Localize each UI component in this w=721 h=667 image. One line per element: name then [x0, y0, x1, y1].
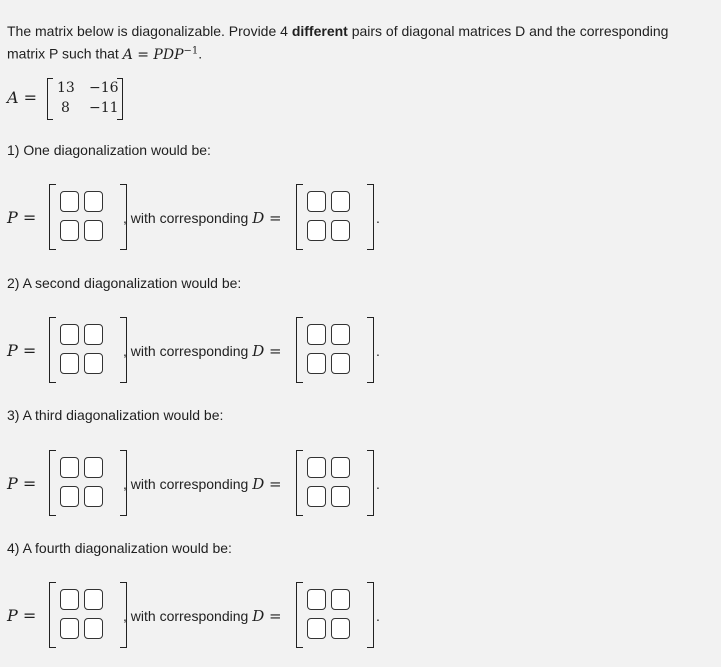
- question-4-prompt: 4) A fourth diagonalization would be:: [7, 540, 232, 556]
- answer-row-3: [7, 450, 707, 520]
- p-matrix-1: [49, 184, 127, 250]
- d-label: D =: [252, 475, 282, 493]
- p-label: P =: [7, 474, 37, 493]
- question-1-prompt: 1) One diagonalization would be:: [7, 142, 211, 158]
- p1-input-22[interactable]: [84, 220, 103, 241]
- question-2-prompt: 2) A second diagonalization would be:: [7, 275, 242, 291]
- question-3-prompt: 3) A third diagonalization would be:: [7, 407, 224, 423]
- d3-input-21[interactable]: [307, 486, 326, 507]
- d-matrix-3: [296, 450, 374, 516]
- d3-input-11[interactable]: [307, 457, 326, 478]
- bracket-right: [367, 450, 374, 516]
- with-corresponding-text: , with corresponding D =: [123, 342, 282, 360]
- bracket-left: [296, 582, 303, 648]
- d1-input-12[interactable]: [331, 191, 350, 212]
- statement-line-2: matrix P such that $A = PDP^{-1}$.: [7, 45, 203, 63]
- p-matrix-3: [49, 450, 127, 516]
- d-matrix-4: [296, 582, 374, 648]
- d4-input-11[interactable]: [307, 589, 326, 610]
- d2-input-22[interactable]: [331, 353, 350, 374]
- period: .: [376, 343, 380, 359]
- period: .: [376, 210, 380, 226]
- p-matrix-2: [49, 317, 127, 383]
- p3-input-12[interactable]: [84, 457, 103, 478]
- answer-row-2: [7, 317, 707, 387]
- equation-a-pdp: $A = PDP^{-1}$: [122, 45, 199, 63]
- bracket-left: [296, 184, 303, 250]
- d1-input-21[interactable]: [307, 220, 326, 241]
- answer-row-1: [7, 184, 707, 254]
- matrix-a-right-bracket: [117, 78, 123, 120]
- d2-input-21[interactable]: [307, 353, 326, 374]
- bracket-left: [49, 184, 56, 250]
- d-matrix-2: [296, 317, 374, 383]
- d-label: D =: [252, 342, 282, 360]
- d4-input-21[interactable]: [307, 618, 326, 639]
- p4-input-21[interactable]: [60, 618, 79, 639]
- p3-input-11[interactable]: [60, 457, 79, 478]
- d2-input-11[interactable]: [307, 324, 326, 345]
- d3-input-22[interactable]: [331, 486, 350, 507]
- matrix-a-cell-12: −16: [89, 80, 119, 96]
- emphasis-different: different: [291, 23, 348, 39]
- d4-input-12[interactable]: [331, 589, 350, 610]
- with-corresponding-text: , with corresponding D =: [123, 209, 282, 227]
- p-label: P =: [7, 606, 37, 625]
- d-matrix-1: [296, 184, 374, 250]
- p1-input-12[interactable]: [84, 191, 103, 212]
- problem-statement: [7, 21, 707, 65]
- bracket-left: [49, 450, 56, 516]
- matrix-a-cell-22: −11: [89, 100, 119, 116]
- matrix-a-label: A =: [7, 88, 38, 107]
- p4-input-11[interactable]: [60, 589, 79, 610]
- p2-input-11[interactable]: [60, 324, 79, 345]
- with-corresponding-text: , with corresponding D =: [123, 475, 282, 493]
- statement-line-1: The matrix below is diagonalizable. Provide 4 different pairs of diagonal matrices D and the corresponding: [7, 23, 669, 39]
- p2-input-22[interactable]: [84, 353, 103, 374]
- p1-input-21[interactable]: [60, 220, 79, 241]
- d-label: D =: [252, 209, 282, 227]
- with-corresponding-text: , with corresponding D =: [123, 607, 282, 625]
- bracket-left: [49, 317, 56, 383]
- bracket-right: [367, 317, 374, 383]
- p-label: P =: [7, 208, 37, 227]
- bracket-left: [49, 582, 56, 648]
- p4-input-12[interactable]: [84, 589, 103, 610]
- bracket-left: [296, 317, 303, 383]
- d-label: D =: [252, 607, 282, 625]
- p3-input-21[interactable]: [60, 486, 79, 507]
- matrix-a-cell-21: 8: [61, 100, 70, 116]
- p4-input-22[interactable]: [84, 618, 103, 639]
- d1-input-11[interactable]: [307, 191, 326, 212]
- matrix-a-cell-11: 13: [57, 80, 75, 96]
- p2-input-21[interactable]: [60, 353, 79, 374]
- p1-input-11[interactable]: [60, 191, 79, 212]
- bracket-right: [367, 582, 374, 648]
- period: .: [376, 476, 380, 492]
- bracket-right: [367, 184, 374, 250]
- matrix-a-left-bracket: [47, 78, 53, 120]
- p3-input-22[interactable]: [84, 486, 103, 507]
- p-matrix-4: [49, 582, 127, 648]
- d2-input-12[interactable]: [331, 324, 350, 345]
- d3-input-12[interactable]: [331, 457, 350, 478]
- d4-input-22[interactable]: [331, 618, 350, 639]
- p-label: P =: [7, 341, 37, 360]
- period: .: [376, 608, 380, 624]
- p2-input-12[interactable]: [84, 324, 103, 345]
- bracket-left: [296, 450, 303, 516]
- d1-input-22[interactable]: [331, 220, 350, 241]
- answer-row-4: [7, 582, 707, 652]
